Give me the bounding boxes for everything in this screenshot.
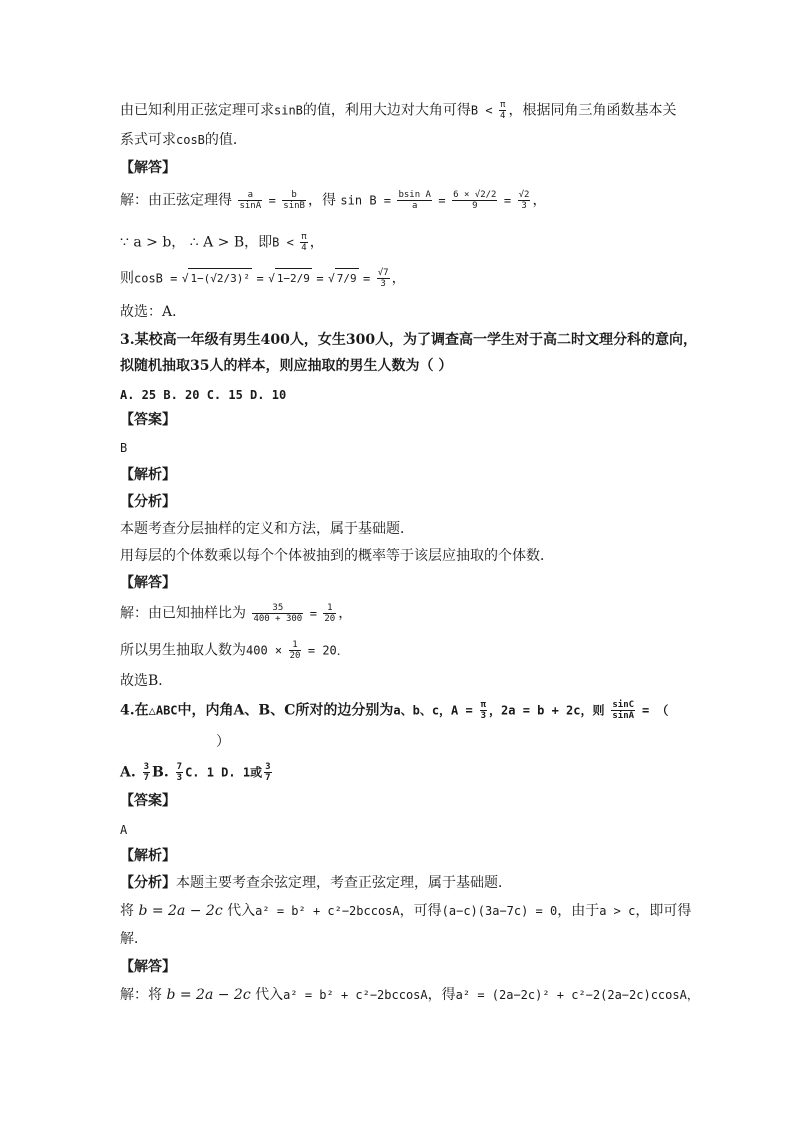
fraction bbox=[143, 762, 150, 783]
den: 3 bbox=[521, 201, 527, 211]
text: 解：由已知抽样比为 bbox=[120, 605, 246, 622]
analysis-text-1: 本题考查分层抽样的定义和方法，属于基础题． bbox=[120, 521, 414, 537]
den: sinA bbox=[612, 711, 635, 721]
math: = bbox=[256, 271, 264, 286]
text: ， bbox=[532, 192, 547, 209]
choose-line: 故选：A． bbox=[120, 304, 187, 320]
den: 3 bbox=[380, 279, 386, 289]
solution-3-line-2 bbox=[120, 640, 349, 661]
text: 由已知利用正弦定理可求 bbox=[120, 102, 274, 119]
num: b bbox=[282, 190, 306, 201]
fraction bbox=[264, 762, 271, 783]
math: cosB bbox=[176, 133, 205, 147]
question-3-options: A. 25 B. 20 C. 15 D. 10 bbox=[120, 388, 287, 402]
radicand: 1−2/9 bbox=[275, 268, 312, 289]
math: = bbox=[438, 193, 446, 208]
den: sinA bbox=[239, 201, 262, 211]
analysis-text-2: 用每层的个体数乘以每个个体被抽到的概率等于该层应抽取的个体数． bbox=[120, 548, 554, 564]
den: 20 bbox=[324, 614, 336, 624]
math: cosB = bbox=[134, 271, 178, 286]
num: 35 bbox=[252, 603, 303, 614]
den: 20 bbox=[289, 651, 301, 661]
fraction bbox=[300, 232, 307, 253]
answer-tag: 【答案】 bbox=[120, 412, 176, 428]
text: C. 1 D. 1或 bbox=[185, 765, 263, 780]
math: ，2a = b + 2c，则 bbox=[489, 703, 605, 718]
num: sinC bbox=[612, 700, 635, 710]
num: bsin A bbox=[398, 190, 431, 200]
text: 本题主要考查余弦定理，考查正弦定理，属于基础题． bbox=[176, 875, 512, 891]
fraction bbox=[518, 190, 531, 211]
math: sin B = bbox=[340, 193, 391, 208]
math: = bbox=[503, 193, 512, 208]
text: 系式可求 bbox=[120, 132, 176, 148]
question-4-line-1 bbox=[120, 700, 668, 721]
question-4-line-2: ） bbox=[216, 734, 230, 750]
solution-4-line-1 bbox=[120, 985, 699, 1005]
solution-3-line-1 bbox=[120, 603, 352, 624]
math: b = 2a − 2c bbox=[138, 903, 223, 919]
text: 中，内角A、B、C所对的边分别为 bbox=[177, 702, 394, 719]
fraction bbox=[397, 190, 432, 211]
text: 的值，利用大边对大角可得 bbox=[302, 102, 471, 119]
text: 4.在 bbox=[120, 702, 149, 719]
text: 解：将 bbox=[120, 987, 162, 1003]
solution-line-1: 解：由正弦定理得 $\frac{a}{\sin A}$ = $\frac{b}{\sin B}$ ，得 sin B = $\frac{\text{bsin A}}{a}$ = $\frac{6 \times √2/2}{9}$ = $\frac{√2}{3}$ ， bbox=[120, 190, 547, 211]
math: = （ bbox=[641, 703, 669, 718]
fraction bbox=[238, 190, 262, 211]
den: sinB bbox=[283, 201, 305, 211]
math: B < bbox=[272, 235, 294, 250]
analysis-tag: 【解析】 bbox=[120, 467, 176, 483]
explain-line-2 bbox=[120, 130, 247, 150]
answer-tag: 【答案】 bbox=[120, 793, 176, 809]
den: 9 bbox=[472, 201, 478, 211]
num: π bbox=[500, 100, 506, 110]
text: ， bbox=[338, 605, 353, 622]
text: 将 bbox=[120, 903, 134, 919]
explain-line-1 bbox=[120, 100, 676, 121]
num: π bbox=[480, 700, 487, 710]
math: (a−c)(3a−7c) = 0 bbox=[441, 904, 558, 918]
answer-value: B bbox=[120, 441, 128, 455]
num: 7 bbox=[176, 762, 183, 772]
analysis-tag: 【解析】 bbox=[120, 848, 176, 864]
fraction bbox=[323, 603, 336, 624]
text: ， bbox=[391, 270, 406, 287]
den: 3 bbox=[480, 711, 487, 721]
fraction bbox=[252, 603, 303, 624]
fraction bbox=[611, 700, 635, 721]
math: 400 × bbox=[246, 643, 283, 658]
math: = 20． bbox=[307, 643, 349, 658]
sqrt: √ 1−2/9 bbox=[268, 268, 312, 289]
analysis-sub-tag: 【分析】 bbox=[120, 494, 176, 510]
text: ， bbox=[309, 234, 324, 251]
text: ，可得 bbox=[399, 903, 442, 919]
choose-line: 故选B． bbox=[120, 673, 173, 689]
answer-heading: 【解答】 bbox=[120, 575, 176, 591]
sqrt: √ 1−(√2/3)² bbox=[182, 268, 252, 289]
answer-heading: 【解答】 bbox=[120, 160, 176, 176]
text: 解：由正弦定理得 bbox=[120, 192, 232, 209]
text: ，即可得 bbox=[635, 903, 692, 919]
text: A. bbox=[120, 764, 136, 781]
radicand: 1−(√2/3)² bbox=[188, 268, 252, 289]
den: 4 bbox=[500, 111, 506, 121]
tag: 【分析】 bbox=[120, 875, 176, 891]
solution-line-2 bbox=[120, 232, 324, 253]
text: ∵ a > b， ∴ A > B，即 bbox=[120, 234, 273, 251]
text: 代入 bbox=[227, 903, 256, 919]
den: 7 bbox=[143, 773, 150, 783]
text: 所以男生抽取人数为 bbox=[120, 642, 246, 659]
den: 400 + 300 bbox=[253, 614, 303, 624]
radicand: 7/9 bbox=[335, 268, 359, 289]
den: 4 bbox=[301, 243, 307, 253]
den: 3 bbox=[176, 773, 183, 783]
question-4-options bbox=[120, 762, 274, 783]
den: a bbox=[412, 201, 418, 211]
math: a² = b² + c²−2bccosA bbox=[283, 988, 428, 1002]
sqrt: √ 7/9 bbox=[328, 268, 359, 289]
analysis-line bbox=[120, 873, 512, 893]
math: a > c bbox=[599, 904, 636, 918]
math: B < bbox=[470, 103, 493, 118]
math: = bbox=[316, 271, 324, 286]
fraction bbox=[452, 190, 497, 211]
num: π bbox=[301, 232, 307, 242]
math: a² = (2a−2c)² + c²−2(2a−2c)ccosA， bbox=[455, 988, 699, 1002]
text: 的值． bbox=[204, 132, 247, 148]
num: 6 × √2/2 bbox=[453, 190, 497, 200]
fraction bbox=[282, 190, 306, 211]
math: a、b、c，A = bbox=[393, 703, 473, 718]
num: 1 bbox=[289, 640, 302, 651]
question-3-line-2: 拟随机抽取35人的样本，则应抽取的男生人数为（ ） bbox=[120, 358, 453, 374]
math: = bbox=[363, 271, 371, 286]
text: ，得 bbox=[427, 987, 456, 1003]
analysis-line-2 bbox=[120, 901, 691, 921]
text: 代入 bbox=[255, 987, 284, 1003]
num: 3 bbox=[265, 762, 271, 772]
text: B. bbox=[152, 764, 169, 781]
num: √2 bbox=[518, 190, 530, 200]
fraction bbox=[499, 100, 506, 121]
math: sinB bbox=[274, 103, 303, 118]
num: a bbox=[238, 190, 262, 201]
analysis-line-3: 解． bbox=[120, 931, 148, 947]
answer-heading: 【解答】 bbox=[120, 959, 176, 975]
num: 1 bbox=[323, 603, 336, 614]
math: a² = b² + c²−2bccosA bbox=[255, 904, 400, 918]
fraction bbox=[480, 700, 487, 721]
num: 3 bbox=[143, 762, 150, 772]
fraction bbox=[289, 640, 302, 661]
fraction bbox=[176, 762, 183, 783]
text: 则 bbox=[120, 270, 134, 287]
math: = bbox=[309, 606, 317, 621]
math: △ABC bbox=[148, 703, 178, 718]
text: ，得 bbox=[307, 192, 336, 209]
text: ，由于 bbox=[557, 903, 600, 919]
answer-value: A bbox=[120, 823, 128, 837]
question-3-line-1: 3.某校高一年级有男生400人，女生300人，为了调查高一学生对于高二时文理分科的意向， bbox=[120, 332, 698, 348]
num: √7 bbox=[377, 268, 389, 278]
text: ，根据同角三角函数基本关 bbox=[508, 102, 677, 119]
math: b = 2a − 2c bbox=[166, 987, 251, 1003]
den: 7 bbox=[265, 773, 271, 783]
solution-line-3 bbox=[120, 268, 406, 289]
fraction bbox=[377, 268, 390, 289]
